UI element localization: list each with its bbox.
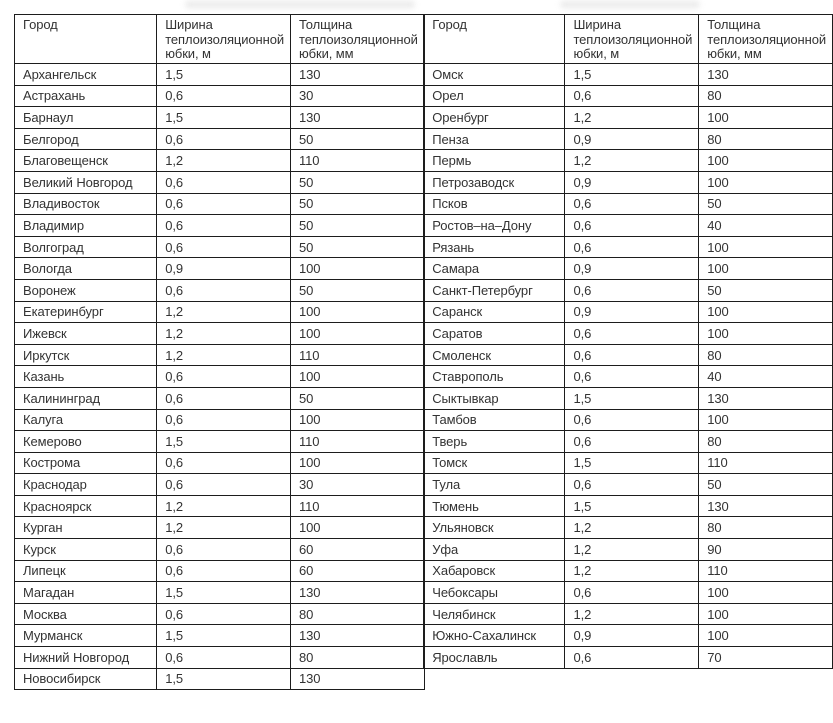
table-row [424,603,833,625]
width-value-cell: 0,6 [157,366,291,388]
city-cell: Рязань [424,236,565,258]
city-cell: Курск [15,539,157,561]
thickness-value-cell: 30 [290,474,424,496]
city-cell: Астрахань [15,85,157,107]
table-row [15,560,425,582]
thickness-value-cell: 100 [290,301,424,323]
skirt-table-left [14,14,425,690]
width-value-cell: 0,9 [565,301,699,323]
city-cell: Тула [424,474,565,496]
width-value-cell: 1,5 [157,64,291,86]
city-cell: Воронеж [15,279,157,301]
width-value-cell: 0,6 [157,452,291,474]
width-value-cell: 1,2 [565,539,699,561]
thickness-value-cell: 80 [290,603,424,625]
header-row [424,15,833,64]
city-cell: Калининград [15,387,157,409]
column-header-thickness: Толщина теплоизоляционной юбки, мм [290,15,424,64]
thickness-value-cell: 100 [290,517,424,539]
city-cell: Липецк [15,560,157,582]
thickness-value-cell: 130 [290,668,424,690]
table-row [15,107,425,129]
thickness-value-cell: 80 [699,85,833,107]
width-value-cell: 0,9 [565,171,699,193]
table-body [424,64,833,669]
table-row [15,647,425,669]
width-value-cell: 1,5 [157,668,291,690]
table-row [424,452,833,474]
city-cell: Ижевск [15,323,157,345]
table-row [15,236,425,258]
table-row [424,107,833,129]
table-header [15,15,425,64]
insulation-skirt-tables [14,14,833,690]
city-cell: Владивосток [15,193,157,215]
width-value-cell: 1,5 [157,582,291,604]
city-cell: Москва [15,603,157,625]
thickness-value-cell: 60 [290,539,424,561]
width-value-cell: 1,5 [565,495,699,517]
thickness-value-cell: 130 [290,107,424,129]
width-value-cell: 0,6 [157,193,291,215]
thickness-value-cell: 100 [699,258,833,280]
width-value-cell: 0,9 [157,258,291,280]
width-value-cell: 0,9 [565,258,699,280]
city-cell: Уфа [424,539,565,561]
table-row [424,236,833,258]
thickness-value-cell: 110 [699,452,833,474]
width-value-cell: 0,6 [157,128,291,150]
width-value-cell: 0,6 [565,193,699,215]
thickness-value-cell: 100 [290,452,424,474]
thickness-value-cell: 130 [699,387,833,409]
table-row [424,517,833,539]
width-value-cell: 1,5 [565,64,699,86]
city-cell: Ставрополь [424,366,565,388]
thickness-value-cell: 50 [699,474,833,496]
thickness-value-cell: 80 [699,517,833,539]
thickness-value-cell: 90 [699,539,833,561]
city-cell: Мурманск [15,625,157,647]
table-row [15,517,425,539]
thickness-value-cell: 80 [290,647,424,669]
thickness-value-cell: 100 [290,366,424,388]
thickness-value-cell: 80 [699,128,833,150]
width-value-cell: 0,6 [565,344,699,366]
thickness-value-cell: 50 [290,193,424,215]
thickness-value-cell: 100 [699,236,833,258]
thickness-value-cell: 110 [290,431,424,453]
city-cell: Сыктывкар [424,387,565,409]
city-cell: Калуга [15,409,157,431]
table-row [15,474,425,496]
table-row [15,279,425,301]
table-row [15,344,425,366]
width-value-cell: 0,6 [565,366,699,388]
width-value-cell: 1,2 [157,517,291,539]
thickness-value-cell: 100 [290,258,424,280]
column-header-thickness: Толщина теплоизоляционной юбки, мм [699,15,833,64]
city-cell: Белгород [15,128,157,150]
thickness-value-cell: 110 [290,150,424,172]
table-row [15,171,425,193]
thickness-value-cell: 130 [290,625,424,647]
width-value-cell: 1,5 [565,387,699,409]
city-cell: Екатеринбург [15,301,157,323]
city-cell: Тамбов [424,409,565,431]
width-value-cell: 1,2 [565,107,699,129]
thickness-value-cell: 60 [290,560,424,582]
city-cell: Омск [424,64,565,86]
width-value-cell: 1,5 [157,431,291,453]
city-cell: Санкт-Петербург [424,279,565,301]
city-cell: Южно-Сахалинск [424,625,565,647]
table-row [15,668,425,690]
table-row [424,323,833,345]
table-row [424,366,833,388]
table-row [424,258,833,280]
table-header [424,15,833,64]
table-row [15,387,425,409]
city-cell: Челябинск [424,603,565,625]
table-row [15,85,425,107]
city-cell: Красноярск [15,495,157,517]
city-cell: Кострома [15,452,157,474]
column-header-city: Город [15,15,157,64]
thickness-value-cell: 130 [699,495,833,517]
table-row [15,603,425,625]
city-cell: Саранск [424,301,565,323]
width-value-cell: 0,6 [565,85,699,107]
thickness-value-cell: 110 [290,495,424,517]
width-value-cell: 0,6 [565,474,699,496]
width-value-cell: 0,6 [157,647,291,669]
table-row [424,64,833,86]
width-value-cell: 0,6 [157,387,291,409]
width-value-cell: 0,6 [565,323,699,345]
thickness-value-cell: 50 [290,128,424,150]
city-cell: Пенза [424,128,565,150]
table-row [424,301,833,323]
table-row [424,539,833,561]
width-value-cell: 1,2 [157,344,291,366]
thickness-value-cell: 100 [699,582,833,604]
width-value-cell: 0,6 [157,215,291,237]
thickness-value-cell: 50 [290,171,424,193]
column-header-width: Ширина теплоизоляционной юбки, м [565,15,699,64]
width-value-cell: 0,6 [157,171,291,193]
table-row [424,582,833,604]
thickness-value-cell: 100 [699,323,833,345]
table-row [424,409,833,431]
width-value-cell: 1,2 [157,323,291,345]
city-cell: Ростов–на–Дону [424,215,565,237]
table-row [424,128,833,150]
thickness-value-cell: 100 [699,625,833,647]
table-row [424,625,833,647]
city-cell: Псков [424,193,565,215]
width-value-cell: 1,5 [157,107,291,129]
city-cell: Тверь [424,431,565,453]
table-row [424,193,833,215]
width-value-cell: 0,6 [565,431,699,453]
city-cell: Чебоксары [424,582,565,604]
table-row [15,258,425,280]
table-row [424,171,833,193]
width-value-cell: 0,6 [565,647,699,669]
table-row [424,279,833,301]
header-row [15,15,425,64]
thickness-value-cell: 50 [699,193,833,215]
city-cell: Магадан [15,582,157,604]
width-value-cell: 0,6 [565,582,699,604]
width-value-cell: 0,9 [565,625,699,647]
thickness-value-cell: 100 [290,323,424,345]
table-row [424,387,833,409]
table-row [15,409,425,431]
thickness-value-cell: 100 [699,150,833,172]
table-row [15,64,425,86]
table-row [15,128,425,150]
width-value-cell: 1,2 [157,150,291,172]
width-value-cell: 0,6 [157,85,291,107]
table-row [424,431,833,453]
width-value-cell: 1,2 [565,517,699,539]
table-row [15,539,425,561]
table-row [15,366,425,388]
thickness-value-cell: 70 [699,647,833,669]
city-cell: Благовещенск [15,150,157,172]
city-cell: Курган [15,517,157,539]
table-row [424,215,833,237]
city-cell: Пермь [424,150,565,172]
city-cell: Владимир [15,215,157,237]
thickness-value-cell: 130 [290,582,424,604]
table-row [424,150,833,172]
city-cell: Оренбург [424,107,565,129]
width-value-cell: 0,6 [565,279,699,301]
table-row [424,495,833,517]
city-cell: Ульяновск [424,517,565,539]
thickness-value-cell: 100 [699,171,833,193]
table-row [424,344,833,366]
thickness-value-cell: 100 [699,301,833,323]
city-cell: Нижний Новгород [15,647,157,669]
table-row [15,323,425,345]
city-cell: Саратов [424,323,565,345]
city-cell: Самара [424,258,565,280]
column-header-width: Ширина теплоизоляционной юбки, м [157,15,291,64]
city-cell: Тюмень [424,495,565,517]
width-value-cell: 0,6 [565,236,699,258]
width-value-cell: 1,5 [157,625,291,647]
width-value-cell: 0,6 [157,236,291,258]
table-row [424,85,833,107]
city-cell: Орел [424,85,565,107]
thickness-value-cell: 50 [290,279,424,301]
table-row [15,625,425,647]
width-value-cell: 0,9 [565,128,699,150]
table-row [424,647,833,669]
thickness-value-cell: 50 [290,236,424,258]
table-body [15,64,425,690]
table-row [424,474,833,496]
width-value-cell: 1,2 [565,603,699,625]
thickness-value-cell: 30 [290,85,424,107]
width-value-cell: 0,6 [157,539,291,561]
table-row [15,431,425,453]
column-header-city: Город [424,15,565,64]
thickness-value-cell: 110 [699,560,833,582]
width-value-cell: 1,2 [157,495,291,517]
city-cell: Архангельск [15,64,157,86]
thickness-value-cell: 50 [290,215,424,237]
width-value-cell: 0,6 [157,603,291,625]
city-cell: Хабаровск [424,560,565,582]
width-value-cell: 1,2 [565,560,699,582]
city-cell: Краснодар [15,474,157,496]
city-cell: Великий Новгород [15,171,157,193]
city-cell: Барнаул [15,107,157,129]
city-cell: Вологда [15,258,157,280]
city-cell: Новосибирск [15,668,157,690]
width-value-cell: 0,6 [565,409,699,431]
thickness-value-cell: 50 [290,387,424,409]
width-value-cell: 0,6 [157,560,291,582]
scan-artifact [185,1,415,8]
width-value-cell: 0,6 [157,279,291,301]
width-value-cell: 1,2 [157,301,291,323]
table-row [15,193,425,215]
thickness-value-cell: 40 [699,366,833,388]
scan-artifact [560,1,700,8]
thickness-value-cell: 100 [290,409,424,431]
thickness-value-cell: 100 [699,409,833,431]
thickness-value-cell: 40 [699,215,833,237]
thickness-value-cell: 130 [290,64,424,86]
table-row [424,560,833,582]
city-cell: Кемерово [15,431,157,453]
table-row [15,150,425,172]
thickness-value-cell: 80 [699,431,833,453]
city-cell: Ярославль [424,647,565,669]
city-cell: Смоленск [424,344,565,366]
width-value-cell: 0,6 [565,215,699,237]
thickness-value-cell: 100 [699,603,833,625]
width-value-cell: 1,2 [565,150,699,172]
width-value-cell: 0,6 [157,474,291,496]
table-row [15,495,425,517]
thickness-value-cell: 100 [699,107,833,129]
city-cell: Томск [424,452,565,474]
width-value-cell: 0,6 [157,409,291,431]
thickness-value-cell: 80 [699,344,833,366]
thickness-value-cell: 50 [699,279,833,301]
city-cell: Петрозаводск [424,171,565,193]
table-row [15,215,425,237]
city-cell: Иркутск [15,344,157,366]
city-cell: Казань [15,366,157,388]
table-row [15,582,425,604]
width-value-cell: 1,5 [565,452,699,474]
thickness-value-cell: 110 [290,344,424,366]
table-row [15,301,425,323]
thickness-value-cell: 130 [699,64,833,86]
table-row [15,452,425,474]
skirt-table-right [423,14,833,669]
city-cell: Волгоград [15,236,157,258]
